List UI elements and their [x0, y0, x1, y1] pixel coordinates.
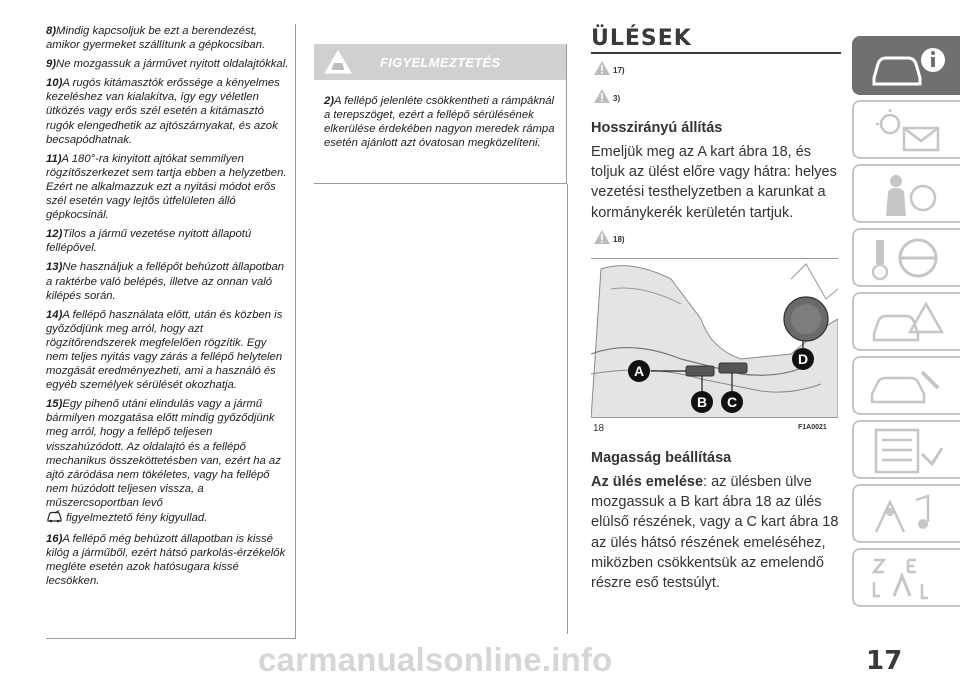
ref-3: 3) [591, 88, 841, 108]
height-adjustment-section [591, 438, 841, 593]
ref-18: 18) [591, 229, 841, 249]
index-icon [868, 556, 948, 602]
tab-emergency[interactable] [852, 292, 960, 351]
note-16: 16)A fellépő még behúzott állapotban is kissé kilóg a járműből, ezért hátsó parkolás-érzékelők megléte esetén azok hatósugara kissé lecsökken. [46, 533, 286, 588]
warning-box [314, 44, 567, 184]
seat-illustration [591, 259, 838, 418]
tab-checklist[interactable] [852, 420, 960, 479]
warning-car-icon [324, 50, 352, 74]
ref-17: 17) [591, 60, 841, 80]
column-divider [567, 184, 568, 634]
note-13: 13)Ne használjuk a fellépőt behúzott állapotban a raktérbe való belépés, illetve az onnan való kilépés során. [46, 261, 285, 302]
warning-triangle-icon [593, 88, 611, 104]
maintenance-icon [868, 364, 948, 410]
tab-seatbelt-airbag[interactable] [852, 164, 960, 223]
height-adjustment-text: Az ülés emelése: az ülésben ülve mozgassuk a B kart ábra 18 az ülés elülső részének, vagy a C kart ábra 18 az ülés hátsó részének emeléséhez, miközben csökkentsük az emelendő részre eső testsúlyt. [591, 474, 839, 592]
height-adjustment-title: Magasság beállítása [591, 450, 732, 466]
note-11: 11)A 180°-ra kinyitott ajtókat semmilyen rögzítőszerkezet sem tartja ebben a helyzetben. Ezért ne alkalmazzuk ezt a nyitási módot erős szél esetén vagy lejtős útfelületen álló gépkocsinál. [46, 152, 287, 222]
note-8: 8)Mindig kapcsoljuk be ezt a berendezést, amikor gyermeket szállítunk a gépkocsiban. [46, 25, 266, 52]
figure-number: 18 [593, 423, 605, 434]
car-info-icon [868, 44, 948, 90]
seatbelt-airbag-icon [868, 172, 948, 218]
seats-section [591, 26, 841, 249]
notes-column [46, 24, 296, 639]
warning-header [314, 44, 566, 80]
seat-figure [591, 258, 838, 418]
longitudinal-adjustment-text: Emeljük meg az A kart ábra 18, és toljuk az ülést előre vagy hátra: helyes vezetési testhelyzetben a karunkat a kormánykerék kerületén tartjuk. [591, 144, 837, 221]
warning-triangle-icon [593, 60, 611, 76]
svg-text:D: D [797, 351, 809, 367]
page-number: 17 [866, 646, 903, 676]
svg-text:A: A [633, 363, 645, 379]
note-14: 14)A fellépő használata előtt, után és közben is győződjünk meg arról, hogy azt rögzítőrendszerek megfelelően rögzítik. Egy nem teljes nyitás vagy zárás a fellépő helytelen mozgását eredményezheti, ami a használó és egyéb személyek sérülését okozhatja. [46, 308, 283, 392]
watermark: carmanualsonline.info [258, 641, 613, 678]
note-10: 10)A rugós kitámasztók erőssége a kényelmes kezeléshez van kialakítva, így egy véletlen ütközés vagy erős szél esetén a kitámasztó rugók elengedhetik az ajtószárnyakat, és azok becsapódhatnak. [46, 77, 280, 146]
checklist-icon [868, 428, 948, 474]
warning-triangle-icon [593, 229, 611, 245]
figure-label-b [691, 391, 713, 413]
svg-text:C: C [726, 394, 738, 410]
title-rule [591, 52, 841, 54]
note-9: 9)Ne mozgassuk a járművet nyitott oldalajtókkal. [46, 58, 289, 71]
tab-key-steering[interactable] [852, 228, 960, 287]
warning-text: 2)A fellépő jelenléte csökkentheti a rámpáknál a terepszöget, ezért a fellépő sérülésének elkerülése érdekében nagyon meredek rámpa esetén ajánlott azt óvatosan megközelíteni. [324, 95, 555, 150]
multimedia-icon [868, 492, 948, 538]
figure-label-c [721, 391, 743, 413]
figure-code: F1A0021 [798, 424, 827, 431]
emergency-icon [868, 300, 948, 346]
note-12: 12)Tilos a jármű vezetése nyitott állapotú fellépővel. [46, 228, 252, 255]
warning-title: FIGYELMEZTETÉS [380, 55, 501, 70]
tab-warning-lights[interactable] [852, 100, 960, 159]
longitudinal-adjustment-title: Hosszirányú állítás [591, 120, 723, 136]
tab-car-info[interactable] [852, 36, 960, 95]
tab-index[interactable] [852, 548, 960, 607]
section-title: ÜLÉSEK [591, 26, 692, 51]
figure-label-d [792, 348, 814, 370]
door-open-warning-icon [46, 510, 63, 527]
chapter-sidebar [852, 36, 960, 612]
warning-lights-icon [868, 108, 948, 154]
svg-text:B: B [696, 394, 708, 410]
tab-maintenance[interactable] [852, 356, 960, 415]
tab-multimedia[interactable] [852, 484, 960, 543]
note-15: 15)Egy pihenő utáni elindulás vagy a jármű bármilyen mozgatása előtt mindig győződjünk meg arról, hogy a fellépő teljesen visszahúzódott. Az oldalajtó és a fellépő mechanikus összeköttetésben van, ezért ha az ajtó záródása nem tökéletes, vagy ha fellépő nem húzódott teljesen vissza, a műszercsoportban levő figyelmeztető fény kigyullad. [46, 397, 291, 527]
figure-label-a [628, 360, 650, 382]
key-steering-icon [868, 236, 948, 282]
